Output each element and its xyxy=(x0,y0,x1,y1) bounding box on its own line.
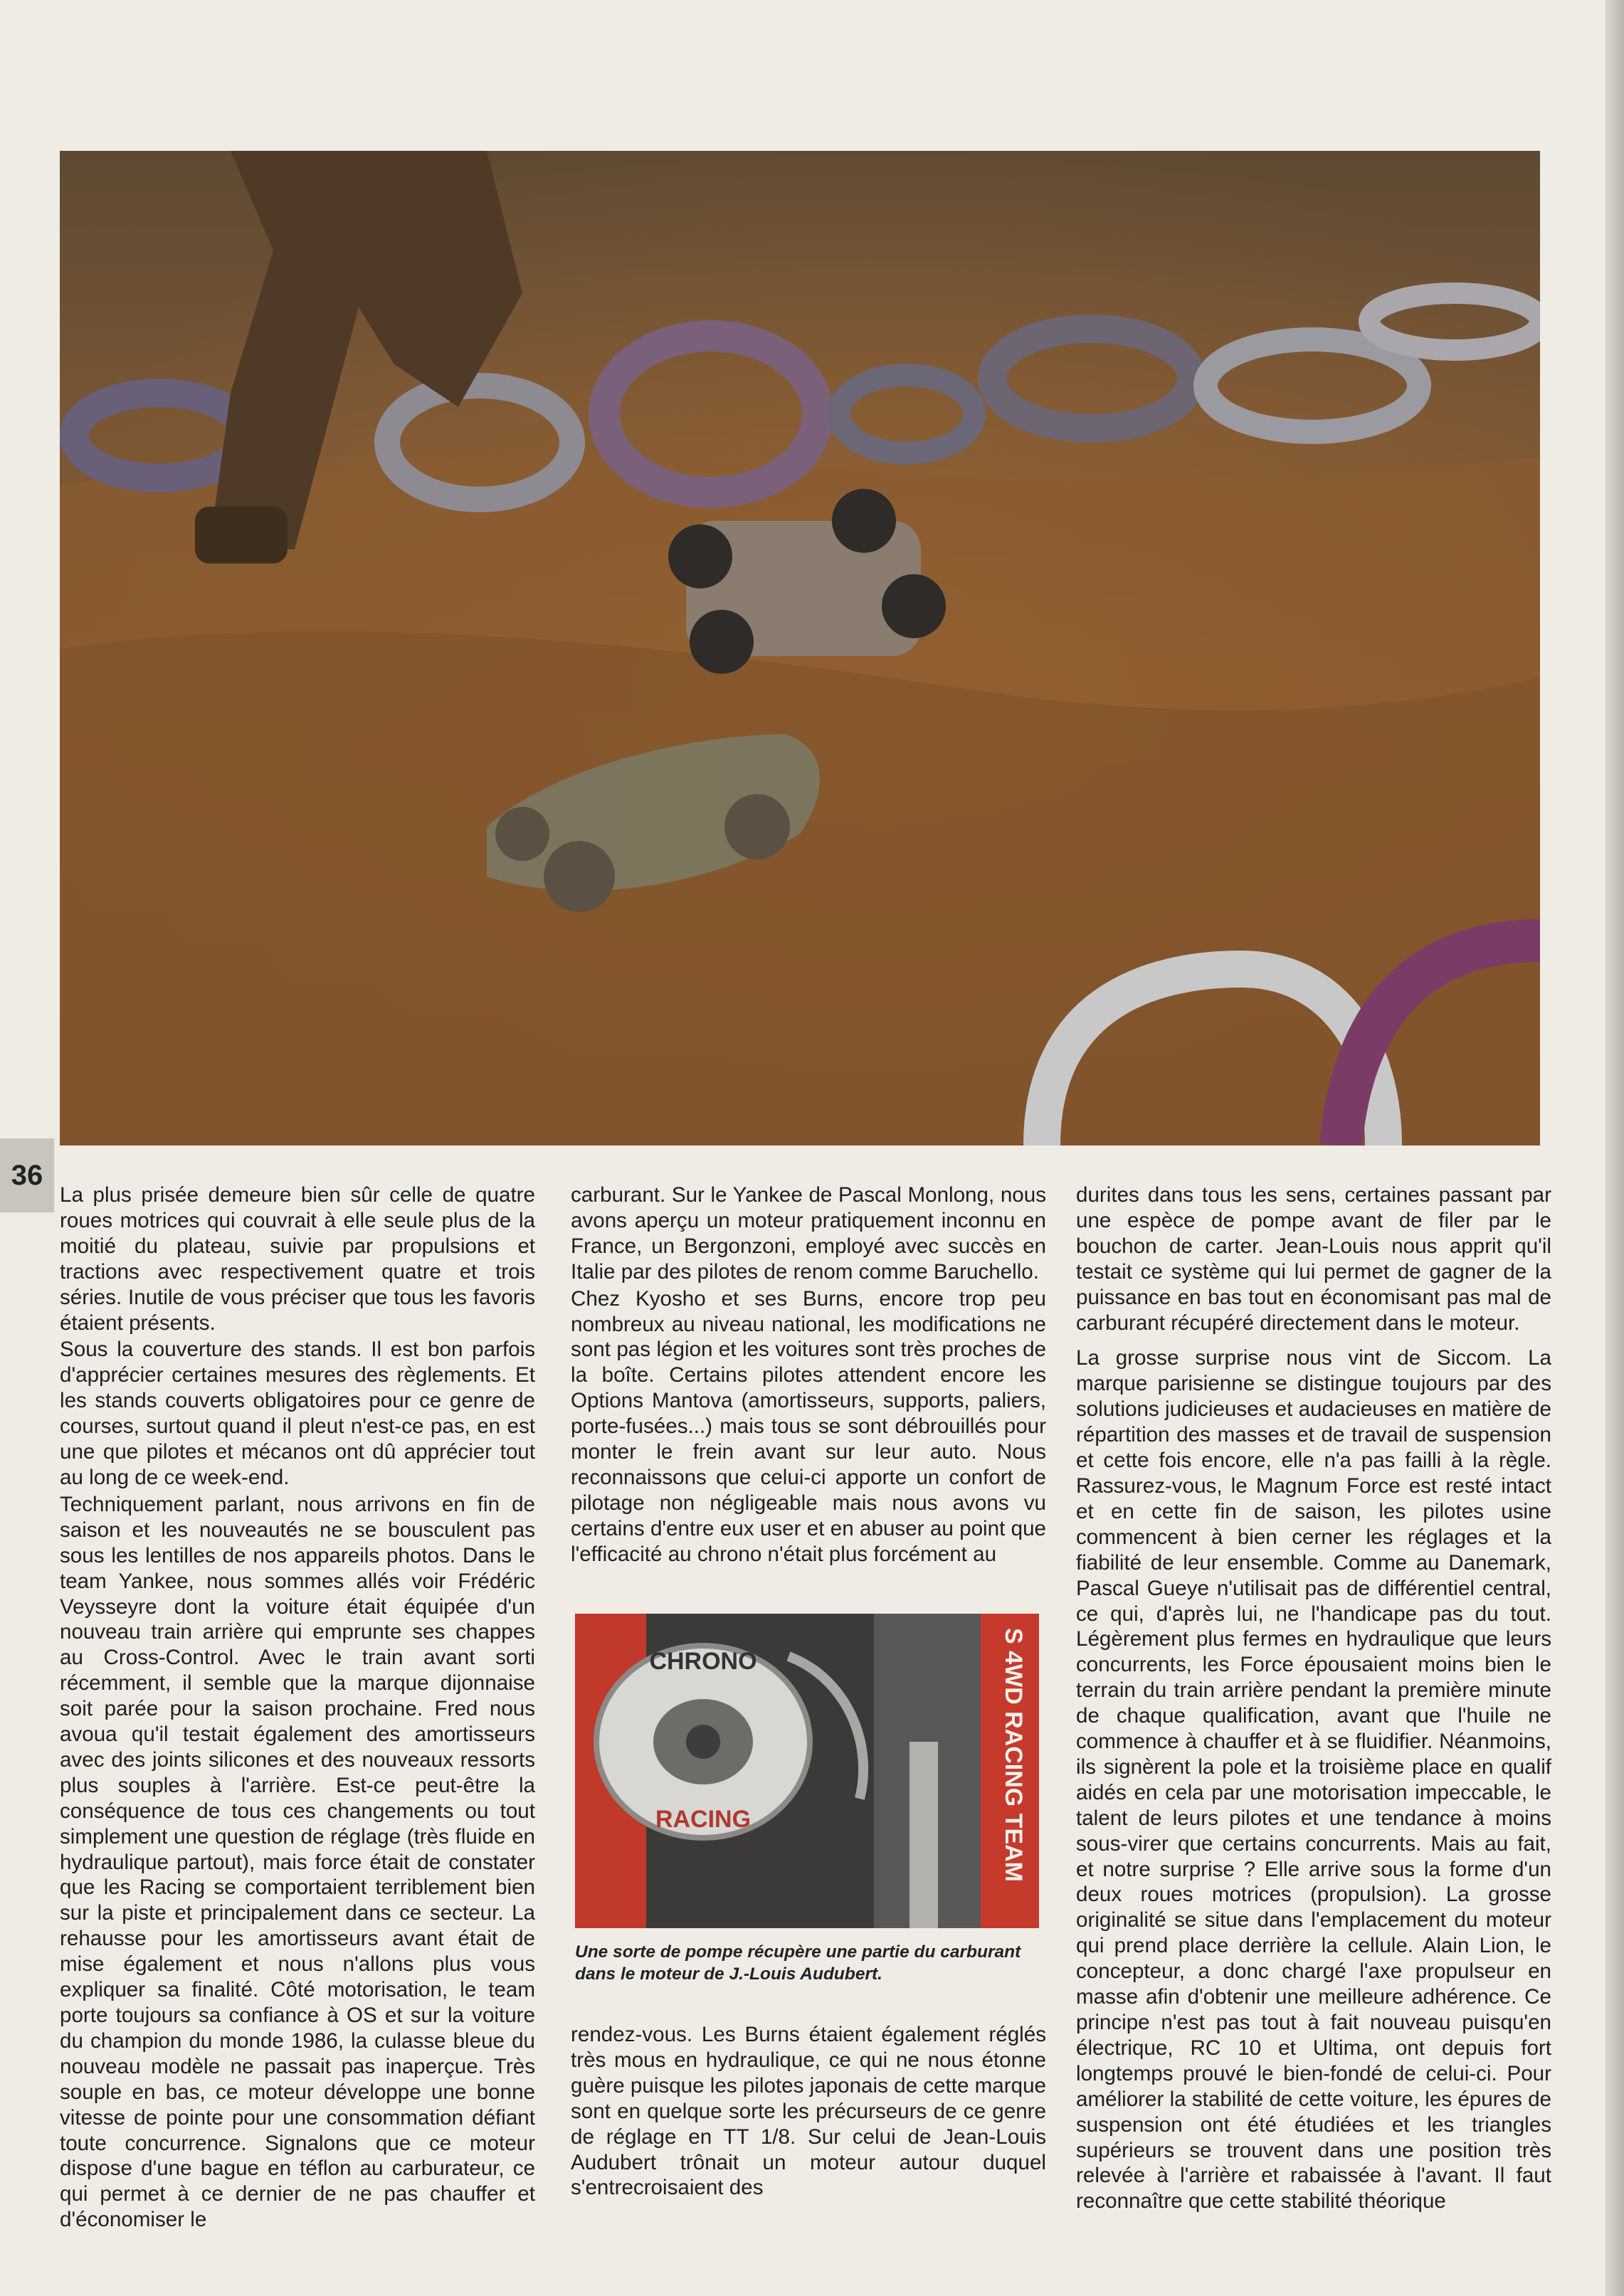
paragraph: La plus prisée demeure bien sûr celle de quatre roues motrices qui couvrait à elle seule plus de la moitié du plateau, suivie par propulsions et tractions avec respectivement quatre et trois séries. Inutile de vous préciser que tous les favoris étaient présents. xyxy=(60,1183,535,1335)
paragraph: rendez-vous. Les Burns étaient également réglés très mous en hydraulique, ce qui ne nous étonne guère puisque les pilotes japonais de cette marque sont en quelque sorte les précurseurs de ce genre de réglage en TT 1/8. Sur celui de Jean-Louis Audubert trônait un moteur autour duquel s'entrecroisaient des xyxy=(571,2023,1046,2200)
engine-badge-top: CHRONO xyxy=(649,1648,757,1675)
inset-photo-engine xyxy=(575,1614,1039,1928)
paragraph: Sous la couverture des stands. Il est bon parfois d'apprécier certaines mesures des règlements. Et les stands couverts obligatoires pour ce genre de courses, surtout quand il pleut n'est-ce pas, en est une que pilotes et mécanos ont dû apprécier tout au long de ce week-end. xyxy=(60,1338,535,1489)
article-column-3 xyxy=(1076,1183,1551,2214)
paragraph: durites dans tous les sens, certaines passant par une espèce de pompe avant de filer par le bouchon de carter. Jean-Louis nous apprit qu'il testait ce système qui lui permet de gagner de la puissance en bas tout en économisant pas mal de carburant récupéré directement dans le moteur. xyxy=(1076,1183,1551,1335)
article-column-2-top xyxy=(571,1183,1046,1567)
engine-badge-bottom: RACING xyxy=(655,1806,752,1833)
paragraph: Chez Kyosho et ses Burns, encore trop peu nombreux au niveau national, les modifications ne sont pas légion et les voitures sont très proches de la boîte. Certains pilotes attendent encore les Options Mantova (amortisseurs, supports, paliers, porte-fusées...) mais tous se sont débrouillés pour monter le frein avant sur leur auto. Nous reconnaissons que celui-ci apporte un confort de pilotage non négligeable mais nous avons vu certains d'entre eux user et en abuser au point que l'efficacité au chrono n'était plus forcément au xyxy=(571,1286,1046,1566)
paragraph: carburant. Sur le Yankee de Pascal Monlong, nous avons aperçu un moteur pratiquement inconnu en France, un Bergonzoni, employé avec succès en Italie par des pilotes de renom comme Baruchello. xyxy=(571,1183,1046,1284)
paragraph: La grosse surprise nous vint de Siccom. La marque parisienne se distingue toujours par des solutions judicieuses et audacieuses en matière de répartition des masses et de travail de suspension et cette fois encore, elle n'a pas failli à la règle. Rassurez-vous, le Magnum Force est resté intact et en cette fin de saison, les pilotes usine commencent à bien cerner les réglages et la fiabilité de leur ensemble. Comme au Danemark, Pascal Gueye n'utilisait pas de différentiel central, ce qui, d'après lui, ne l'handicape pas du tout. Légèrement plus fermes en hydraulique que leurs concurrents, les Force épousaient moins bien le terrain du train arrière pendant la première minute de chaque qualification, avant que l'huile ne commence à chauffer et à se fluidifier. Néanmoins, ils signèrent la pole et la troisième place en qualif aidés en cela par une motorisation impeccable, le talent de leurs pilotes et une tendance à moins sous-virer que certains concurrents. Mais au fait, et notre surprise ? Elle arrive sous la forme d'un deux roues motrices (propulsion). La grosse originalité se situe dans l'emplacement du moteur qui prend place derrière la cellule. Alain Lion, le concepteur, a donc chargé l'axe propulseur en masse afin d'obtenir une meilleure adhérence. Ce principe n'est pas tout à fait nouveau puisqu'en électrique, RC 10 et Ultima, ont depuis fort longtemps prouvé le bien-fondé de celui-ci. Pour améliorer la stabilité de cette voiture, les épures de suspension ont été étudiées et les triangles supérieurs se trouvent dans une position très relevée à l'arrière et rabaissée à l'avant. Il faut reconnaître que cette stabilité théorique xyxy=(1076,1346,1551,2213)
photo-caption: Une sorte de pompe récupère une partie du carburant dans le moteur de J.-Louis Audubert. xyxy=(575,1942,1021,1984)
hero-photo xyxy=(60,151,1540,1146)
article-column-1 xyxy=(60,1183,535,2233)
car-side-lettering: S 4WD RACING TEAM xyxy=(1000,1628,1027,1882)
paragraph: Techniquement parlant, nous arrivons en fin de saison et les nouveautés ne se bousculent pas sous les lentilles de nos appareils photos. Dans le team Yankee, nous sommes allés voir Frédéric Veysseyre dont la voiture était équipée d'un nouveau train arrière qui emprunte ses chappes au Cross-Control. Avec le train avant sorti récemment, il semble que la marque dijonnaise soit parée pour la saison prochaine. Fred nous avoua qu'il testait également des amortisseurs avec des joints silicones et des nouveaux ressorts plus souples à l'arrière. Est-ce peut-être la conséquence de tous ces changements ou tout simplement une question de réglage (très fluide en hydraulique partout), mais force était de constater que les Racing se comportaient terriblement bien sur la piste et principalement dans ce secteur. La rehausse pour les amortisseurs avant était de mise également et nous n'allons plus vous expliquer sa finalité. Côté motorisation, le team porte toujours sa confiance à OS et sur la voiture du champion du monde 1986, la culasse bleue du nouveau modèle ne passait pas inaperçue. Très souple en bas, ce moteur développe une bonne vitesse de pointe pour une consommation défiant toute concurrence. Signalons que ce moteur dispose d'une bague en téflon au carburateur, ce qui permet à ce dernier de ne pas chauffer et d'économiser le xyxy=(60,1492,535,2232)
page-number: 36 xyxy=(0,1138,54,1212)
page-edge xyxy=(1605,0,1624,2296)
article-column-2-bottom xyxy=(571,2022,1046,2201)
